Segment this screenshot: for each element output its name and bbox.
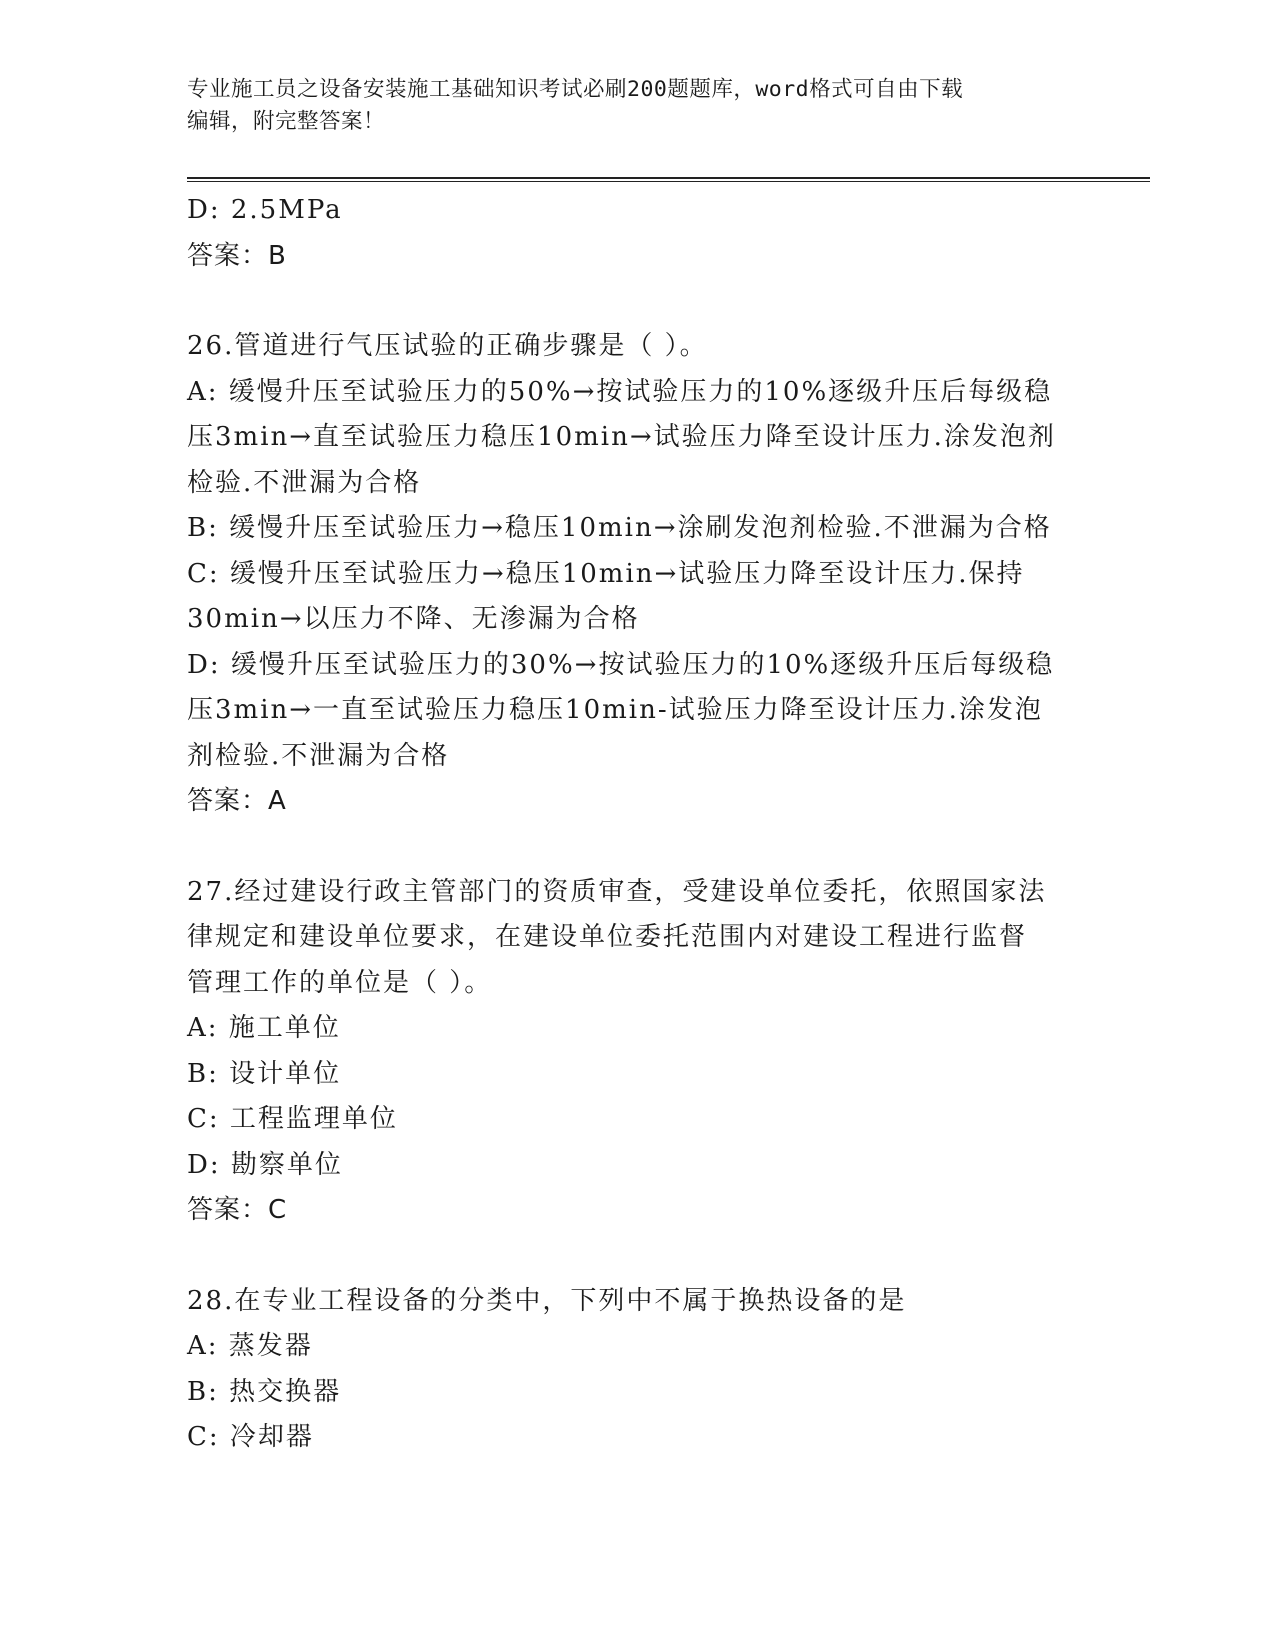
answer-line: 答案：C: [187, 1195, 288, 1225]
question-stem: 28.在专业工程设备的分类中，下列中不属于换热设备的是: [187, 1285, 907, 1316]
header-line: 编辑，附完整答案！: [187, 109, 386, 134]
question-block: [187, 324, 1087, 825]
question-stem: 律规定和建设单位要求，在建设单位委托范围内对建设工程进行监督: [187, 922, 1028, 952]
option-line: B: 热交换器: [187, 1376, 342, 1407]
answer-line: 答案：B: [187, 240, 287, 271]
page-header: [187, 74, 1067, 138]
document-body: [187, 188, 1087, 1461]
header-divider: [187, 177, 1150, 183]
option-line: 剂检验.不泄漏为合格: [187, 740, 450, 771]
option-line: A: 蒸发器: [187, 1331, 313, 1361]
option-line: D: 勘察单位: [187, 1149, 343, 1180]
question-block: [187, 1279, 1087, 1461]
option-line: D: 2.5MPa: [187, 195, 343, 225]
option-line: D: 缓慢升压至试验压力的30%→按试验压力的10%逐级升压后每级稳: [187, 649, 1055, 680]
question-block: [187, 870, 1087, 1234]
question-stem: 26.管道进行气压试验的正确步骤是（ ）。: [187, 331, 708, 361]
option-line: B: 缓慢升压至试验压力→稳压10min→涂刷发泡剂检验.不泄漏为合格: [187, 513, 1052, 543]
question-stem: 27.经过建设行政主管部门的资质审查，受建设单位委托，依照国家法: [187, 876, 1047, 907]
question-block: [187, 188, 1087, 279]
option-line: C: 缓慢升压至试验压力→稳压10min→试验压力降至设计压力.保持: [187, 558, 1025, 589]
option-line: 压3min→一直至试验压力稳压10min-试验压力降至设计压力.涂发泡: [187, 695, 1043, 725]
option-line: A: 施工单位: [187, 1013, 341, 1043]
header-line: 专业施工员之设备安装施工基础知识考试必刷200题题库，word格式可自由下载: [187, 77, 964, 102]
question-stem: 管理工作的单位是（ ）。: [187, 967, 493, 998]
answer-line: 答案：A: [187, 786, 287, 816]
option-line: 30min→以压力不降、无渗漏为合格: [187, 604, 640, 634]
option-line: C: 冷却器: [187, 1422, 314, 1452]
option-line: A: 缓慢升压至试验压力的50%→按试验压力的10%逐级升压后每级稳: [187, 376, 1053, 407]
option-line: 压3min→直至试验压力稳压10min→试验压力降至设计压力.涂发泡剂: [187, 422, 1056, 452]
option-line: B: 设计单位: [187, 1058, 342, 1089]
option-line: 检验.不泄漏为合格: [187, 467, 422, 498]
option-line: C: 工程监理单位: [187, 1104, 398, 1134]
